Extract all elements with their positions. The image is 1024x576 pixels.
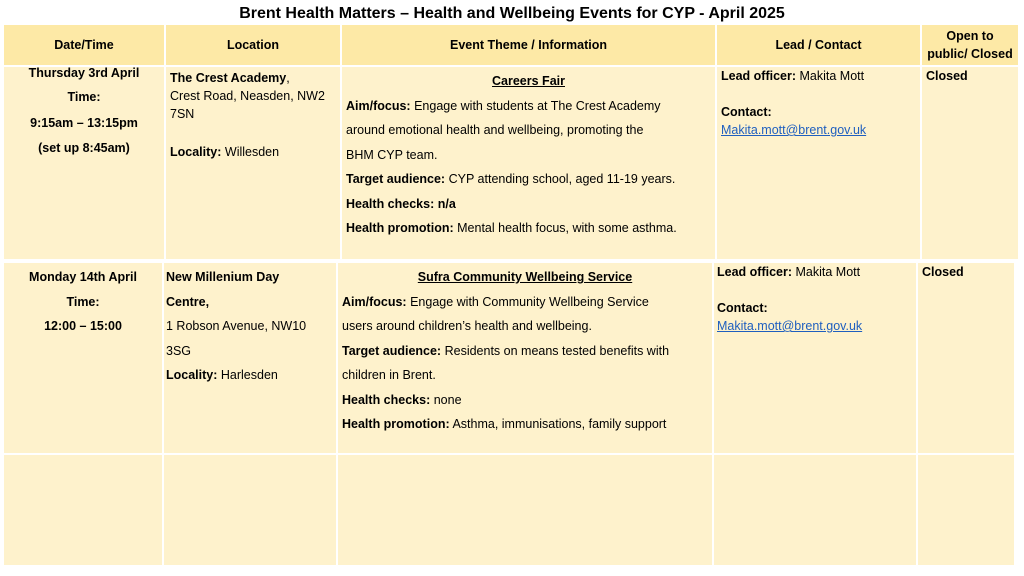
event1-lead-label: Lead officer: — [721, 69, 797, 83]
event2-status-cell — [918, 263, 1014, 453]
event1-address-line2: 7SN — [170, 107, 195, 121]
event2-locality-label: Locality: — [166, 368, 218, 382]
event2-email-link[interactable]: Makita.mott@brent.gov.uk — [717, 319, 863, 333]
event2-date: Monday 14th April — [29, 270, 137, 284]
event2-time: 12:00 – 15:00 — [44, 319, 122, 333]
empty-row-status-cell — [918, 455, 1014, 565]
empty-row-lead-cell — [714, 455, 916, 565]
header-location — [166, 25, 340, 65]
event2-venue-line1: New Millenium Day — [166, 270, 280, 284]
empty-row-location-cell — [164, 455, 336, 565]
page-title: Brent Health Matters – Health and Wellbeing Events for CYP - April 2025 — [239, 5, 785, 22]
event1-time-label: Time: — [67, 90, 101, 104]
event2-address-line1: 1 Robson Avenue, NW10 — [166, 319, 307, 333]
event1-theme: Careers Fair — [492, 74, 565, 88]
event2-lead-label: Lead officer: — [717, 265, 793, 279]
event2-address-line2: 3SG — [166, 343, 192, 358]
event1-locality: Willesden — [224, 145, 280, 159]
event2-checks: none — [433, 392, 462, 407]
header-event-label: Event Theme / Information — [450, 38, 607, 52]
empty-row-date-cell — [4, 455, 162, 565]
event2-venue-line2: Centre, — [166, 294, 210, 309]
event1-aim-line3: BHM CYP team. — [346, 147, 438, 162]
event2-target-label: Target audience: — [342, 343, 442, 358]
event1-locality-label: Locality: — [170, 145, 222, 159]
event2-location-cell — [164, 263, 336, 453]
event1-promotion: Mental health focus, with some asthma. — [457, 221, 677, 235]
event2-status: Closed — [922, 265, 964, 279]
event1-status: Closed — [926, 69, 968, 83]
event2-target-line2: children in Brent. — [342, 368, 436, 382]
header-date-time-label: Date/Time — [54, 38, 114, 52]
event1-date-cell — [4, 67, 164, 259]
event2-aim-label: Aim/focus: — [342, 294, 407, 309]
event1-setup: (set up 8:45am) — [38, 141, 130, 155]
event1-venue: The Crest Academy — [170, 71, 287, 85]
event1-email-link[interactable]: Makita.mott@brent.gov.uk — [721, 123, 867, 137]
event2-info-cell — [338, 263, 712, 453]
event1-aim-line1: Engage with students at The Crest Academy — [414, 98, 661, 113]
event1-checks: n/a — [437, 196, 456, 211]
header-lead-label: Lead / Contact — [775, 38, 862, 52]
event1-date: Thursday 3rd April — [28, 67, 140, 80]
event2-checks-label: Health checks: — [342, 392, 431, 407]
event1-address-line1: Crest Road, Neasden, NW2 — [170, 89, 325, 103]
event2-contact-label: Contact: — [717, 301, 768, 315]
event2-locality: Harlesden — [220, 368, 278, 382]
header-status-line2: public/ Closed — [927, 47, 1013, 61]
event1-target-label: Target audience: — [346, 172, 446, 186]
event1-aim-label: Aim/focus: — [346, 98, 411, 113]
event2-aim-line2: users around children’s health and wellbeing. — [342, 319, 592, 333]
event1-checks-label: Health checks: — [346, 196, 435, 211]
header-status-line1: Open to — [946, 29, 994, 43]
header-lead — [717, 25, 920, 65]
event2-date-cell — [4, 263, 162, 453]
event1-promotion-label: Health promotion: — [346, 221, 454, 235]
header-date-time — [4, 25, 164, 65]
event1-aim-line2: around emotional health and wellbeing, promoting the — [346, 123, 644, 137]
event1-contact-label: Contact: — [721, 105, 772, 119]
event2-aim-line1: Engage with Community Wellbeing Service — [410, 294, 649, 309]
event2-time-label: Time: — [66, 294, 100, 309]
event1-lead-cell — [717, 67, 920, 259]
empty-row-info-cell — [338, 455, 712, 565]
event1-location-cell — [166, 67, 340, 259]
event2-theme: Sufra Community Wellbeing Service — [417, 270, 633, 284]
event2-lead-officer: Makita Mott — [795, 265, 861, 279]
event1-info-cell — [342, 67, 715, 259]
header-status — [922, 25, 1018, 65]
header-location-label: Location — [226, 38, 280, 52]
event2-target-line1: Residents on means tested benefits with — [444, 343, 670, 358]
event1-status-cell — [922, 67, 1018, 259]
event1-lead-officer: Makita Mott — [799, 69, 865, 83]
event1-venue-suffix: , — [286, 71, 290, 85]
event1-time: 9:15am – 13:15pm — [30, 115, 138, 130]
event2-promotion-label: Health promotion: — [342, 417, 450, 431]
event2-lead-cell — [714, 263, 916, 453]
header-event — [342, 25, 715, 65]
event2-promotion: Asthma, immunisations, family support — [452, 417, 667, 431]
event1-target: CYP attending school, aged 11-19 years. — [448, 172, 676, 186]
